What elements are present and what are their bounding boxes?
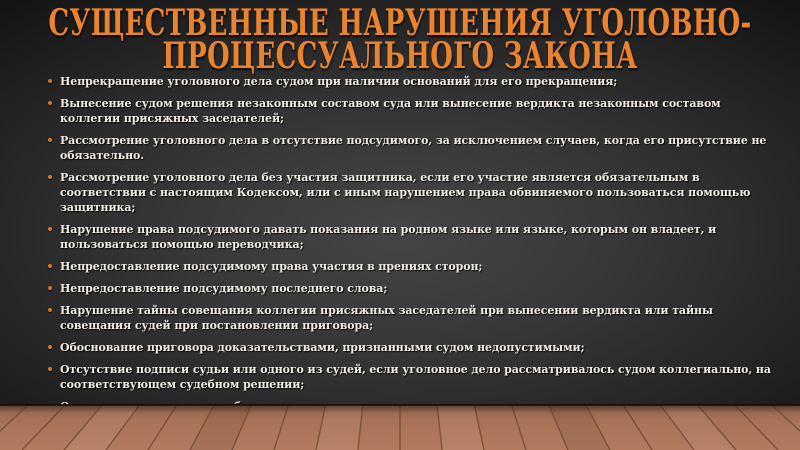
slide-title <box>0 2 800 77</box>
bullet-icon <box>48 286 52 290</box>
list-item-text: Непредоставление подсудимому последнего слова; <box>60 282 388 295</box>
bullet-icon <box>48 175 52 179</box>
list-item-text: Обоснование приговора доказательствами, признанными судом недопустимыми; <box>60 341 585 354</box>
bullet-icon <box>48 79 52 83</box>
list-item-text: Рассмотрение уголовного дела без участия защитника, если его участие является обязательным в соответствии с настоящим Кодексом, или с иным нарушением права обвиняемого пользоваться помощью защитника; <box>60 171 751 214</box>
list-item <box>47 133 771 163</box>
slide-title-line-2: ПРОЦЕССУАЛЬНОГО ЗАКОНА <box>162 35 638 77</box>
list-item-text: Непрекращение уголовного дела судом при наличии оснований для его прекращения; <box>60 75 618 88</box>
bullet-icon <box>48 101 52 105</box>
list-item <box>47 170 771 215</box>
bullet-icon <box>48 345 52 349</box>
wood-floor-svg <box>0 404 800 450</box>
bullet-list <box>47 74 771 421</box>
list-item <box>47 303 771 333</box>
list-item-text: Нарушение права подсудимого давать показания на родном языке или языке, которым он владеет, и пользоваться помощью переводчика; <box>60 223 717 251</box>
wood-floor-graphic <box>0 404 800 450</box>
list-item <box>47 259 771 274</box>
list-item-text: Отсутствие подписи судьи или одного из судей, если уголовное дело рассматривалось судом коллегиально, на соответствующем судебном решении; <box>60 363 771 391</box>
list-item <box>47 281 771 296</box>
list-item-text: Вынесение судом решения незаконным составом суда или вынесение вердикта незаконным составом коллегии присяжных заседателей; <box>60 97 721 125</box>
list-item <box>47 362 771 392</box>
list-item-text: Непредоставление подсудимому права участия в прениях сторон; <box>60 260 483 273</box>
bullet-icon <box>48 227 52 231</box>
bullet-icon <box>48 367 52 371</box>
slide-title-line-1: СУЩЕСТВЕННЫЕ НАРУШЕНИЯ УГОЛОВНО- <box>48 2 752 44</box>
list-item-text: Нарушение тайны совещания коллегии присяжных заседателей при вынесении вердикта или тайны совещания судей при постановлении приговора; <box>60 304 713 332</box>
list-item-text: Рассмотрение уголовного дела в отсутствие подсудимого, за исключением случаев, когда его присутствие не обязательно. <box>60 134 767 162</box>
list-item <box>47 96 771 126</box>
bullet-icon <box>48 264 52 268</box>
bullet-icon <box>48 308 52 312</box>
list-item <box>47 74 771 89</box>
bullet-icon <box>48 138 52 142</box>
list-item <box>47 222 771 252</box>
list-item <box>47 340 771 355</box>
